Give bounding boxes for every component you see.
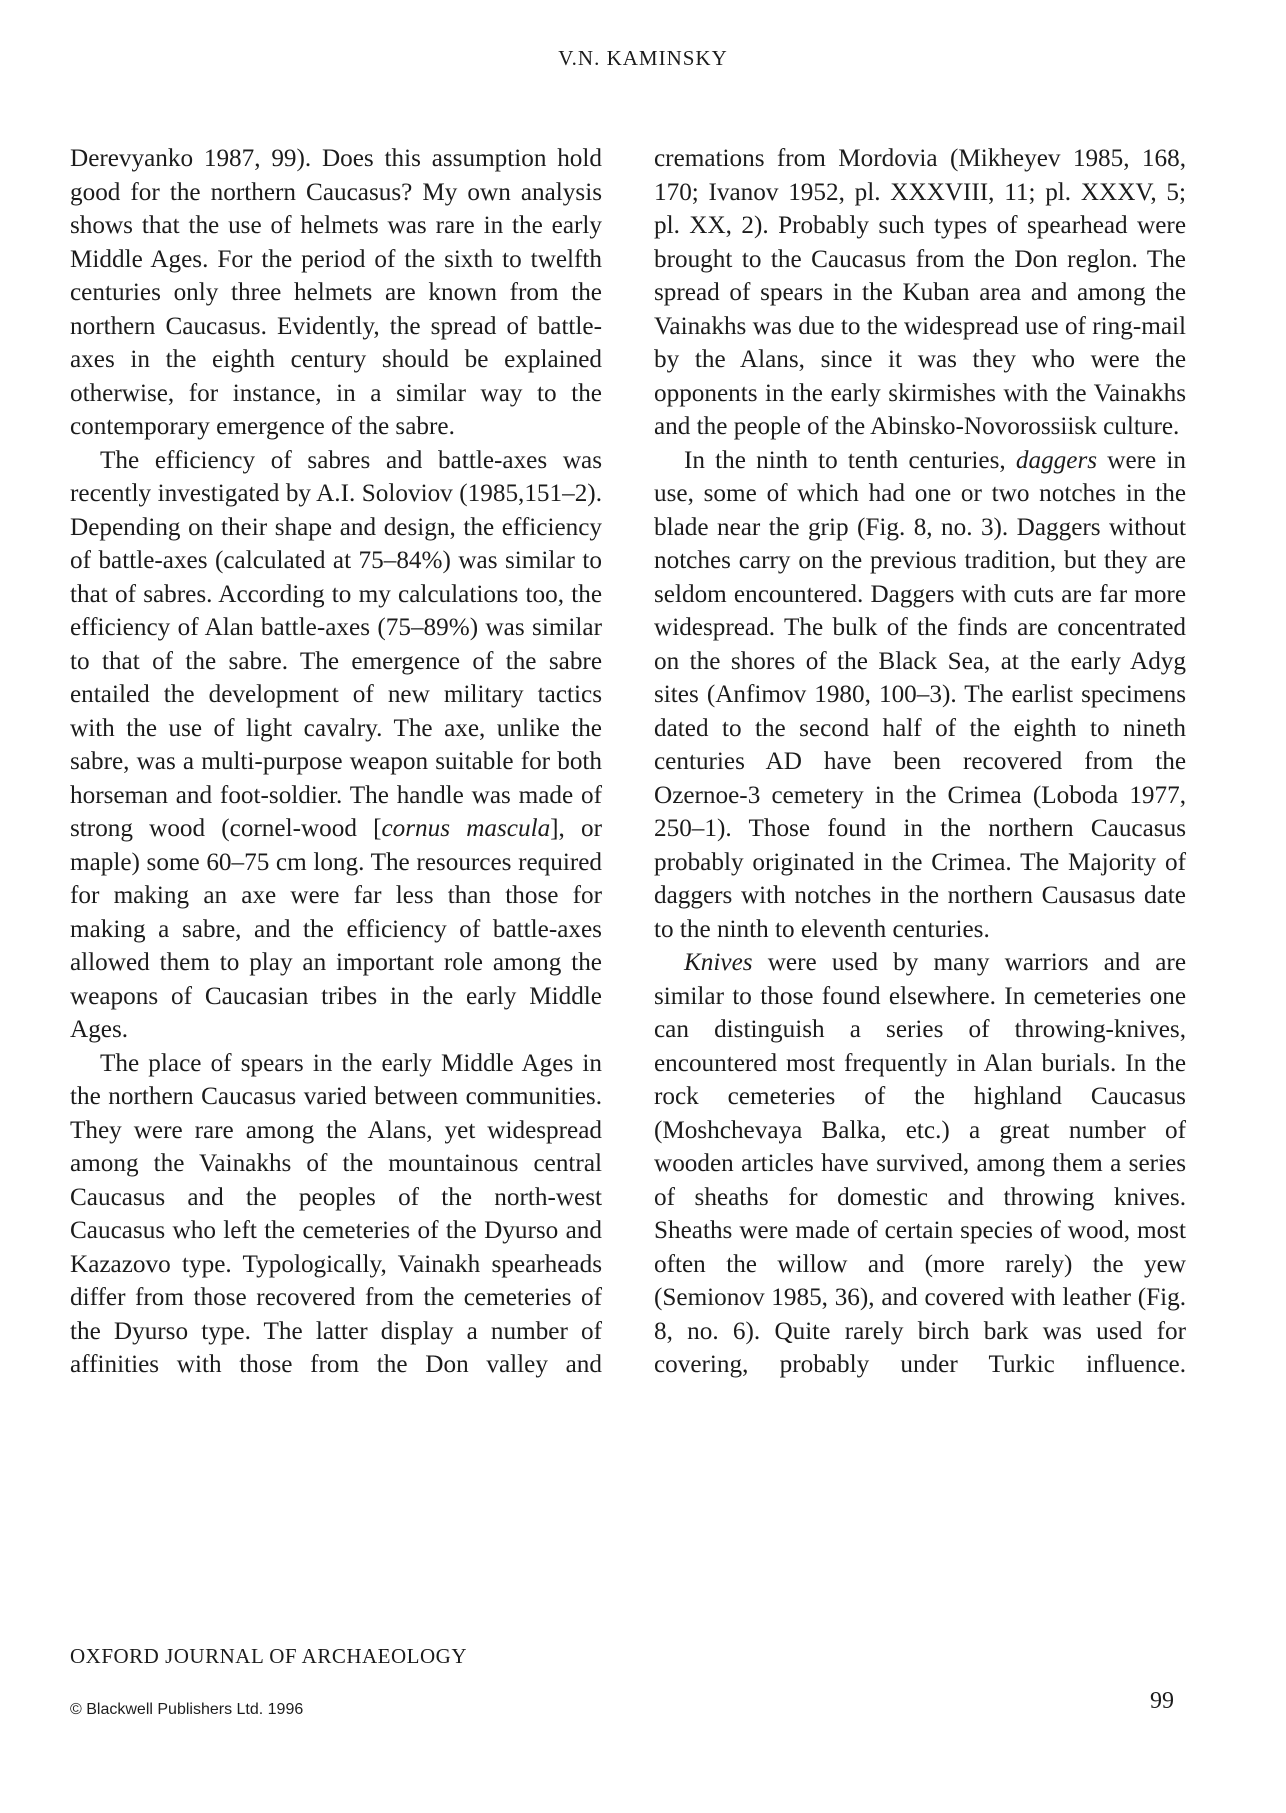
paragraph: The place of spears in the early Middle Ages in the northern Caucasus varied between communities. They were rare among the Alans, yet widespread among the Vainakhs of the mountainous central Caucasus and the peoples of the north-west Caucasus who left the cemeteries of the Dyurso and Kazazovo type. Typologically, Vainakh spearheads differ from those recovered from the cemeteries of the Dyurso type. The latter display a number of affinities with those from the Don valley and xyxy=(70,1049,602,1378)
right-column xyxy=(654,142,1186,1382)
running-head: V.N. KAMINSKY xyxy=(558,46,728,70)
journal-name: OXFORD JOURNAL OF ARCHAEOLOGY xyxy=(70,1644,468,1668)
paragraph: In the ninth to tenth centuries, daggers were in use, some of which had one or two notches in the blade near the grip (Fig. 8, no. 3). Daggers without notches carry on the previous tradition, but they are seldom encountered. Daggers with cuts are far more widespread. The bulk of the finds are concentrated on the shores of the Black Sea, at the early Adyg sites (Anfimov 1980, 100–3). The earlist specimens dated to the second half of the eighth to nineth centuries AD have been recovered from the Ozernoe-3 cemetery in the Crimea (Loboda 1977, 250–1). Those found in the northern Caucasus probably originated in the Crimea. The Majority of daggers with notches in the northern Causasus date to the ninth to eleventh centuries. xyxy=(654,446,1186,943)
page-number: 99 xyxy=(1150,1688,1174,1714)
paragraph: Derevyanko 1987, 99). Does this assumption hold good for the northern Caucasus? My own analysis shows that the use of helmets was rare in the early Middle Ages. For the period of the sixth to twelfth centuries only three helmets are known from the northern Caucasus. Evidently, the spread of battle-axes in the eighth century should be explained otherwise, for instance, in a similar way to the contemporary emergence of the sabre. xyxy=(70,145,602,440)
paragraph: Knives were used by many warriors and are similar to those found elsewhere. In cemeteries one can distinguish a series of throwing-knives, encountered most frequently in Alan burials. In the rock cemeteries of the highland Caucasus (Moshchevaya Balka, etc.) a great number of wooden articles have survived, among them a series of sheaths for domestic and throwing knives. Sheaths were made of certain species of wood, most often the willow and (more rarely) the yew (Semionov 1985, 36), and covered with leather (Fig. 8, no. 6). Quite rarely birch bark was used for covering, probably under Turkic influence. xyxy=(654,949,1186,1378)
left-column xyxy=(70,142,602,1382)
paragraph: The efficiency of sabres and battle-axes was recently investigated by A.I. Soloviov (1985,151–2). Depending on their shape and design, the efficiency of battle-axes (calculated at 75–84%) was similar to that of sabres. According to my calculations too, the efficiency of Alan battle-axes (75–89%) was similar to that of the sabre. The emergence of the sabre entailed the development of new military tactics with the use of light cavalry. The axe, unlike the sabre, was a multi-purpose weapon suitable for both horseman and foot-soldier. The handle was made of strong wood (cornel-wood [cornus mascula], or maple) some 60–75 cm long. The resources required for making an axe were far less than those for making a sabre, and the efficiency of battle-axes allowed them to play an important role among the weapons of Caucasian tribes in the early Middle Ages. xyxy=(70,446,602,1043)
copyright-notice: © Blackwell Publishers Ltd. 1996 xyxy=(70,1701,304,1718)
paragraph: cremations from Mordovia (Mikheyev 1985, 168, 170; Ivanov 1952, pl. XXXVIII, 11; pl. XXXV, 5; pl. XX, 2). Probably such types of spearhead were brought to the Caucasus from the Don reglon. The spread of spears in the Kuban area and among the Vainakhs was due to the widespread use of ring-mail by the Alans, since it was they who were the opponents in the early skirmishes with the Vainakhs and the people of the Abinsko-Novorossiisk culture. xyxy=(654,145,1186,440)
